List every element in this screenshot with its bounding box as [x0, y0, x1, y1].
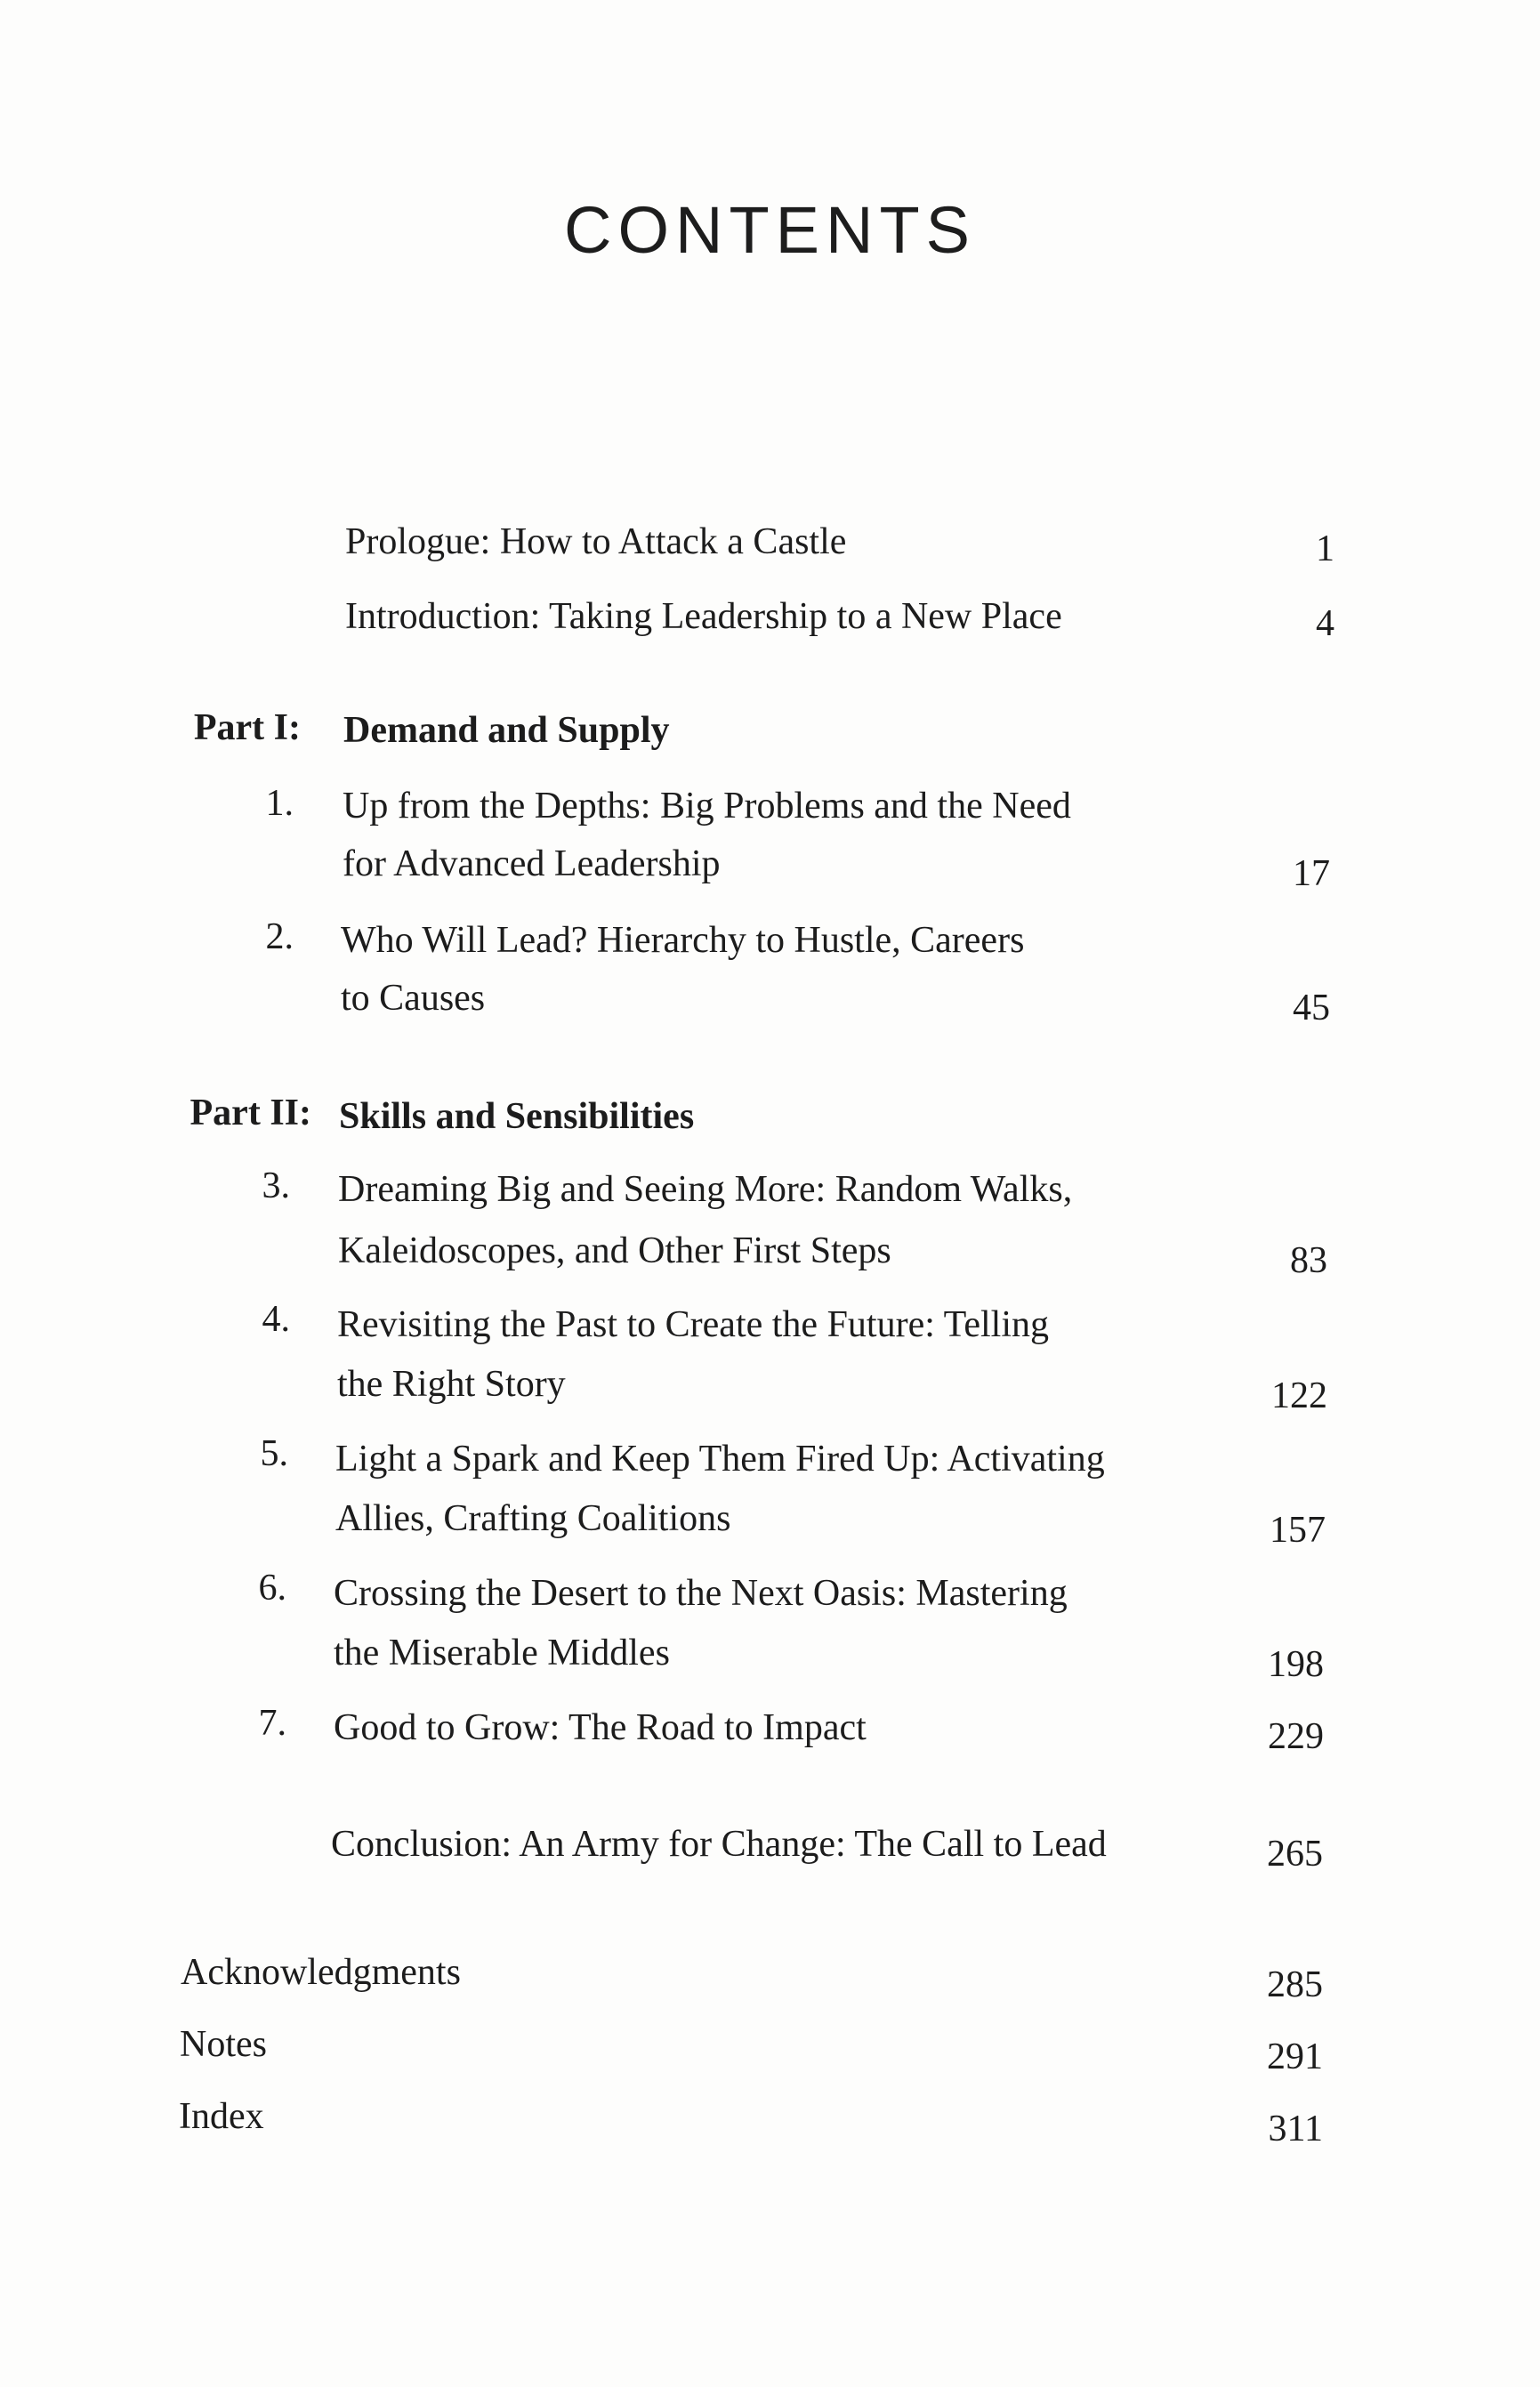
- chapter-number-5: 5.: [260, 1433, 288, 1474]
- chapter-page-5: 157: [1270, 1510, 1326, 1551]
- chapter-title-2-line1: Who Will Lead? Hierarchy to Hustle, Careers: [341, 920, 1025, 961]
- toc-page-acknowledgments: 285: [1267, 1964, 1323, 2005]
- chapter-title-4-line2: the Right Story: [337, 1364, 566, 1405]
- chapter-title-5-line1: Light a Spark and Keep Them Fired Up: Activating: [335, 1439, 1105, 1480]
- chapter-page-6: 198: [1268, 1644, 1324, 1685]
- chapter-title-4-line1: Revisiting the Past to Create the Future: Telling: [337, 1304, 1050, 1345]
- toc-entry-index: Index: [179, 2096, 264, 2137]
- toc-entry-introduction: Introduction: Taking Leadership to a New Place: [345, 596, 1062, 637]
- chapter-page-3: 83: [1290, 1240, 1327, 1281]
- chapter-title-6-line2: the Miserable Middles: [334, 1633, 670, 1673]
- chapter-number-6: 6.: [258, 1568, 286, 1609]
- chapter-page-4: 122: [1271, 1375, 1327, 1416]
- chapter-page-2: 45: [1293, 988, 1330, 1028]
- part-title-1: Demand and Supply: [343, 710, 670, 751]
- toc-entry-acknowledgments: Acknowledgments: [181, 1952, 461, 1993]
- toc-entry-notes: Notes: [180, 2024, 267, 2065]
- part-label-1: Part I:: [193, 707, 301, 748]
- toc-page-index: 311: [1268, 2109, 1323, 2149]
- chapter-number-3: 3.: [262, 1165, 290, 1206]
- part-label-2: Part II:: [189, 1093, 311, 1133]
- chapter-title-5-line2: Allies, Crafting Coalitions: [335, 1498, 731, 1539]
- chapter-number-7: 7.: [258, 1703, 286, 1744]
- toc-page-introduction: 4: [1316, 603, 1334, 644]
- chapter-number-4: 4.: [262, 1299, 290, 1340]
- chapter-page-7: 229: [1268, 1716, 1324, 1757]
- toc-page-conclusion: 265: [1267, 1834, 1323, 1875]
- toc-entry-prologue: Prologue: How to Attack a Castle: [345, 521, 847, 562]
- chapter-title-6-line1: Crossing the Desert to the Next Oasis: Mastering: [334, 1573, 1068, 1614]
- toc-entry-conclusion: Conclusion: An Army for Change: The Call to Lead: [331, 1824, 1107, 1865]
- part-title-2: Skills and Sensibilities: [339, 1096, 695, 1137]
- chapter-number-1: 1.: [265, 783, 294, 824]
- chapter-title-1-line1: Up from the Depths: Big Problems and the Need: [343, 786, 1071, 827]
- chapter-page-1: 17: [1293, 853, 1330, 894]
- toc-page-prologue: 1: [1316, 528, 1334, 569]
- chapter-title-2-line2: to Causes: [341, 978, 486, 1019]
- chapter-title-7: Good to Grow: The Road to Impact: [334, 1707, 867, 1748]
- chapter-title-3-line2: Kaleidoscopes, and Other First Steps: [338, 1230, 891, 1271]
- toc-page-notes: 291: [1267, 2036, 1323, 2077]
- chapter-title-3-line1: Dreaming Big and Seeing More: Random Walks,: [338, 1169, 1073, 1210]
- page-title: CONTENTS: [564, 193, 976, 267]
- chapter-number-2: 2.: [265, 916, 294, 957]
- chapter-title-1-line2: for Advanced Leadership: [343, 843, 721, 884]
